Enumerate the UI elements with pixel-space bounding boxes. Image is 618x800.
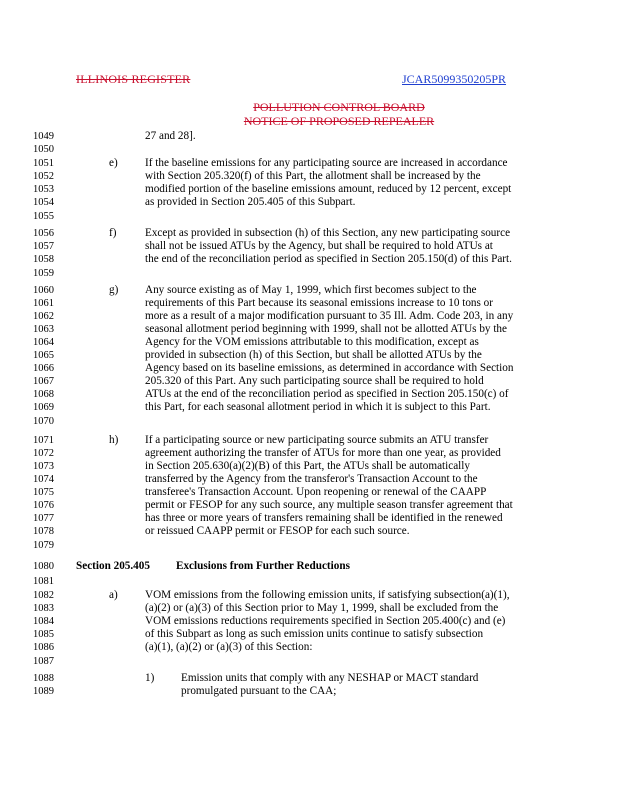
line-number: 1064 <box>33 337 54 348</box>
subsection-marker: 1) <box>145 672 155 684</box>
line-number: 1082 <box>33 590 54 601</box>
line-number: 1084 <box>33 616 54 627</box>
subsection-marker: a) <box>109 589 118 601</box>
line-number: 1057 <box>33 241 54 252</box>
subsection-h-line: permit or FESOP for any such source, any multiple season transfer agreement that <box>145 499 513 511</box>
subsection-a-line: VOM emissions reductions requirements specified in Section 205.400(c) and (e) <box>145 615 506 627</box>
subsection-g-line: requirements of this Part because its seasonal emissions increase to 10 tons or <box>145 297 493 309</box>
subsection-g-line: this Part, for each seasonal allotment period in which it is subject to this Part. <box>145 401 491 413</box>
line-number: 1079 <box>33 540 54 551</box>
line-number: 1069 <box>33 402 54 413</box>
line-number: 1085 <box>33 629 54 640</box>
line-number: 1083 <box>33 603 54 614</box>
line-number: 1067 <box>33 376 54 387</box>
subsection-a-line: (a)(2) or (a)(3) of this Section prior to May 1, 1999, shall be excluded from the <box>145 602 499 614</box>
line-number: 1078 <box>33 526 54 537</box>
line-number: 1066 <box>33 363 54 374</box>
line-number: 1089 <box>33 686 54 697</box>
section-title: Exclusions from Further Reductions <box>176 560 350 572</box>
line-number: 1088 <box>33 673 54 684</box>
subsection-marker: g) <box>109 284 119 296</box>
line-number: 1062 <box>33 311 54 322</box>
line-number: 1076 <box>33 500 54 511</box>
line-number: 1070 <box>33 416 54 427</box>
line-number: 1053 <box>33 184 54 195</box>
subsection-g-line: provided in subsection (h) of this Section, but shall be allotted ATUs by the <box>145 349 482 361</box>
line-number: 1075 <box>33 487 54 498</box>
subsection-g-line: Any source existing as of May 1, 1999, which first becomes subject to the <box>145 284 477 296</box>
line-number: 1061 <box>33 298 54 309</box>
subsection-g-line: seasonal allotment period beginning with 1999, shall not be allotted ATUs by the <box>145 323 507 335</box>
subsection-e-line: as provided in Section 205.405 of this Subpart. <box>145 196 356 208</box>
line-number: 1071 <box>33 435 54 446</box>
line-number: 1065 <box>33 350 54 361</box>
subsection-g-line: ATUs at the end of the reconciliation period as specified in Section 205.150(c) of <box>145 388 509 400</box>
subsection-h-line: has three or more years of transfers remaining shall be identified in the renewed <box>145 512 503 524</box>
subsection-h-line: If a participating source or new participating source submits an ATU transfer <box>145 434 489 446</box>
subsection-h-line: or reissued CAAPP permit or FESOP for each such source. <box>145 525 410 537</box>
subsection-a1-line: promulgated pursuant to the CAA; <box>181 685 337 697</box>
notice-title: NOTICE OF PROPOSED REPEALER <box>243 114 435 128</box>
board-name: POLLUTION CONTROL BOARD <box>253 100 425 114</box>
subsection-e-line: with Section 205.320(f) of this Part, the allotment shall be increased by the <box>145 170 481 182</box>
subsection-marker: e) <box>109 157 118 169</box>
subsection-marker: h) <box>109 434 119 446</box>
line-number: 1050 <box>33 144 54 155</box>
line-number: 1073 <box>33 461 54 472</box>
subsection-e-line: modified portion of the baseline emissions amount, reduced by 12 percent, except <box>145 183 512 195</box>
subsection-h-line: in Section 205.630(a)(2)(B) of this Part, the ATUs shall be automatically <box>145 460 470 472</box>
line-number: 1059 <box>33 268 54 279</box>
line-number: 1051 <box>33 158 54 169</box>
section-number: Section 205.405 <box>76 560 150 572</box>
line-number: 1052 <box>33 171 54 182</box>
subsection-a-line: (a)(1), (a)(2) or (a)(3) of this Section: <box>145 641 313 653</box>
subsection-a-line: VOM emissions from the following emission units, if satisfying subsection(a)(1), <box>145 589 510 601</box>
jcar-code: JCAR5099350205PR <box>402 72 507 86</box>
line-number: 1086 <box>33 642 54 653</box>
line-number: 1081 <box>33 576 54 587</box>
subsection-f-line: shall not be issued ATUs by the Agency, but shall be required to hold ATUs at <box>145 240 493 252</box>
line-number: 1072 <box>33 448 54 459</box>
register-title: ILLINOIS REGISTER <box>76 72 191 86</box>
subsection-g-line: 205.320 of this Part. Any such participating source shall be required to hold <box>145 375 484 387</box>
subsection-e-line: If the baseline emissions for any participating source are increased in accordance <box>145 157 508 169</box>
line-number: 1074 <box>33 474 54 485</box>
subsection-g-line: Agency for the VOM emissions attributable to this modification, except as <box>145 336 479 348</box>
subsection-marker: f) <box>109 227 117 239</box>
subsection-a1-line: Emission units that comply with any NESHAP or MACT standard <box>181 672 479 684</box>
subsection-h-line: transferred by the Agency from the transferor's Transaction Account to the <box>145 473 478 485</box>
subsection-f-line: Except as provided in subsection (h) of this Section, any new participating source <box>145 227 511 239</box>
subsection-g-line: Agency based on its baseline emissions, as determined in accordance with Section <box>145 362 514 374</box>
subsection-g-line: more as a result of a major modification pursuant to 35 Ill. Adm. Code 203, in any <box>145 310 514 322</box>
line-number: 1054 <box>33 197 54 208</box>
line-number: 1056 <box>33 228 54 239</box>
line-number: 1087 <box>33 656 54 667</box>
line-number: 1068 <box>33 389 54 400</box>
line-number: 1058 <box>33 254 54 265</box>
line-number: 1080 <box>33 561 54 572</box>
line-number: 1060 <box>33 285 54 296</box>
line-number: 1063 <box>33 324 54 335</box>
subsection-f-line: the end of the reconciliation period as specified in Section 205.150(d) of this Part. <box>145 253 512 265</box>
subsection-h-line: agreement authorizing the transfer of ATUs for more than one year, as provided <box>145 447 501 459</box>
line-number: 1055 <box>33 211 54 222</box>
line-number: 1077 <box>33 513 54 524</box>
line-number: 1049 <box>33 131 54 142</box>
continuation-text: 27 and 28]. <box>145 130 196 142</box>
subsection-h-line: transferee's Transaction Account. Upon reopening or renewal of the CAAPP <box>145 486 487 498</box>
subsection-a-line: of this Subpart as long as such emission units continue to satisfy subsection <box>145 628 484 640</box>
